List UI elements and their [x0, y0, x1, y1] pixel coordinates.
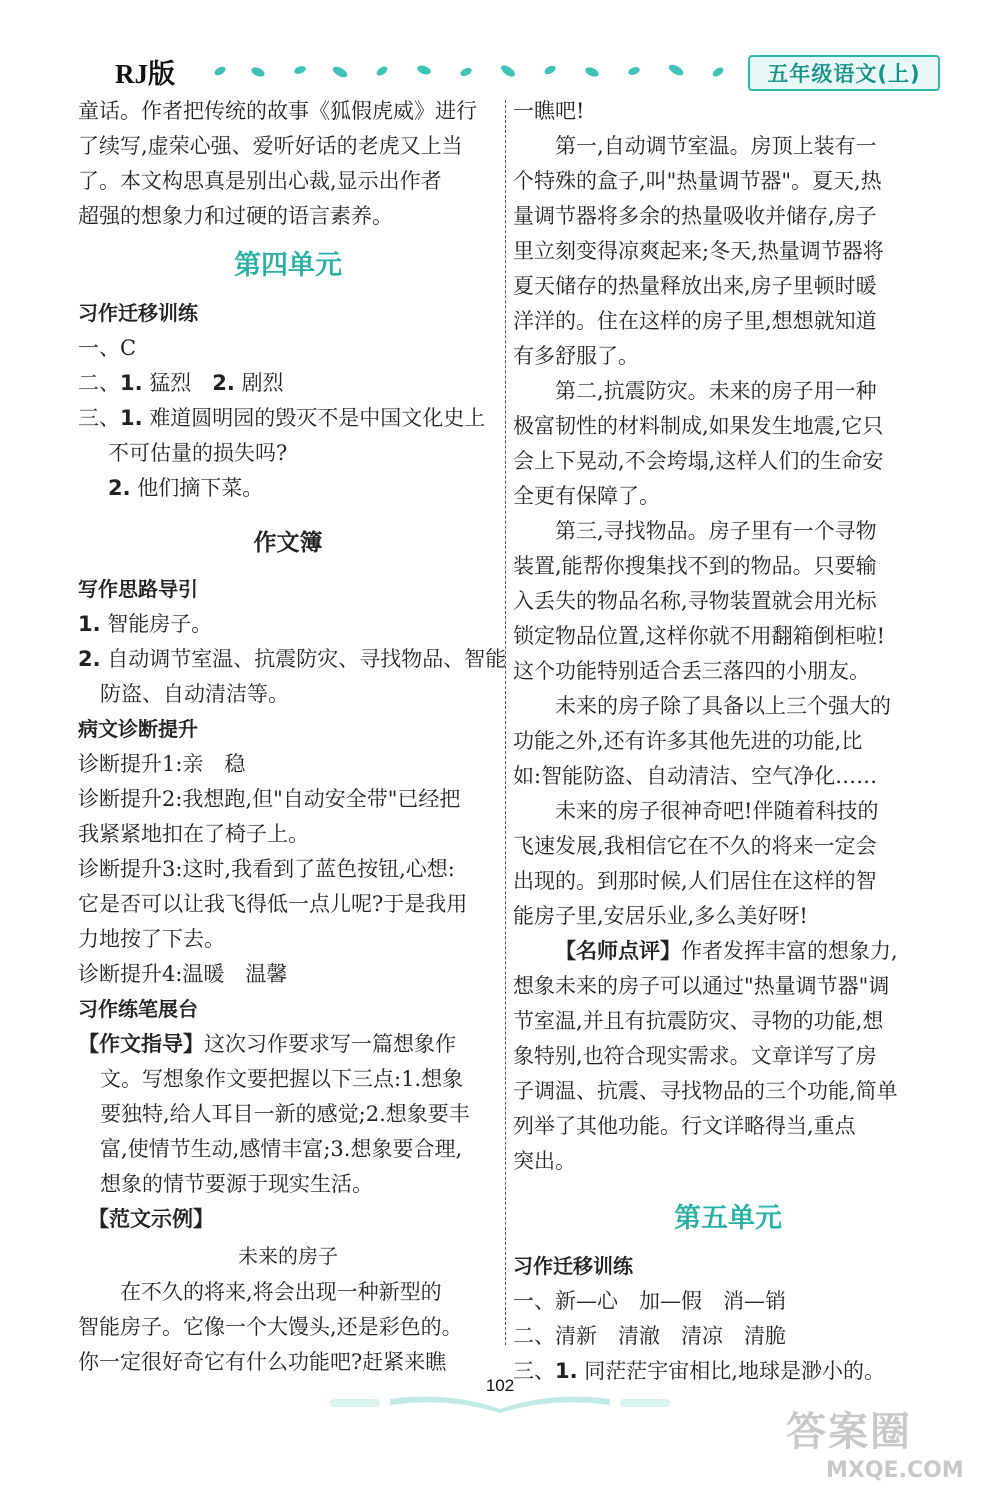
item-number: 2. — [78, 647, 101, 671]
essay-line: 飞速发展,我相信它在不久的将来一定会 — [513, 834, 877, 858]
essay-line: 量调节器将多余的热量吸收并储存,房子 — [513, 204, 877, 228]
diagnosis-line: 诊断提升4:温暖 温馨 — [78, 962, 288, 986]
essay-line: 全更有保障了。 — [513, 484, 660, 508]
guide-line: 想象的情节要源于现实生活。 — [100, 1172, 373, 1196]
essay-line: 夏天储存的热量释放出来,房子里顿时暖 — [513, 274, 877, 298]
essay-line: 个特殊的盒子,叫"热量调节器"。夏天,热 — [513, 169, 882, 193]
comment-line: 列举了其他功能。行文详略得当,重点 — [513, 1114, 856, 1138]
essay-line: 在不久的将来,将会出现一种新型的 — [120, 1280, 442, 1304]
item-number: 2. — [108, 476, 131, 500]
essay-line: 有多舒服了。 — [513, 344, 639, 368]
essay-line: 锁定物品位置,这样你就不用翻箱倒柜啦! — [513, 624, 886, 648]
essay-line: 一瞧吧! — [513, 99, 585, 123]
essay-line: 出现的。到那时候,人们居住在这样的智 — [513, 869, 877, 893]
edition-label: RJ版 — [115, 59, 175, 89]
diagnosis-line: 诊断提升3:这时,我看到了蓝色按钮,心想: — [78, 857, 455, 881]
composition-title: 作文簿 — [253, 530, 323, 556]
example-tag: 【范文示例】 — [88, 1207, 214, 1231]
watermark-brand: 答案圈 — [786, 1409, 912, 1455]
answer-text: 难道圆明园的毁灭不是中国文化史上 — [149, 406, 486, 430]
essay-line: 入丢失的物品名称,寻物装置就会用光标 — [513, 589, 877, 613]
answer-2 — [78, 366, 498, 401]
watermark-url: MXQE.COM — [826, 1458, 964, 1483]
essay-line: 会上下晃动,不会垮塌,这样人们的生命安 — [513, 449, 884, 473]
diagnosis-line: 它是否可以让我飞得低一点儿呢?于是我用 — [78, 892, 468, 916]
guide-line: 要独特,给人耳目一新的感觉;2.想象要丰 — [100, 1102, 470, 1126]
practice-heading: 习作迁移训练 — [513, 1254, 633, 1278]
diagnosis-line: 诊断提升2:我想跑,但"自动安全带"已经把 — [78, 787, 461, 811]
answer-3-2 — [78, 471, 498, 506]
idea-2-cont: 防盗、自动清洁等。 — [100, 682, 289, 706]
comment-line: 想象未来的房子可以通过"热量调节器"调 — [513, 974, 890, 998]
answer-3-cont: 不可估量的损失吗? — [108, 441, 288, 465]
comment-text: 作者发挥丰富的想象力, — [681, 939, 898, 963]
answer-3 — [78, 401, 498, 436]
answer-text: 同茫茫宇宙相比,地球是渺小的。 — [584, 1359, 885, 1383]
answer-1: 一、新—心 加—假 消—销 — [513, 1289, 786, 1313]
left-column — [78, 94, 507, 1380]
essay-line: 功能之外,还有许多其他先进的功能,比 — [513, 729, 863, 753]
comment-tag: 【名师点评】 — [555, 939, 681, 963]
essay-line: 你一定很好奇它有什么功能吧?赶紧来瞧 — [78, 1350, 447, 1374]
diagnosis-heading: 病文诊断提升 — [78, 717, 198, 741]
essay-line: 第二,抗震防灾。未来的房子用一种 — [555, 379, 877, 403]
comment-line: 子调温、抗震、寻找物品的三个功能,简单 — [513, 1079, 898, 1103]
essay-line: 未来的房子很神奇吧!伴随着科技的 — [555, 799, 879, 823]
answer-text: 猛烈 — [149, 371, 192, 395]
watermark — [786, 1400, 998, 1490]
answer-1: 一、C — [78, 336, 137, 360]
guide-line: 文。写想象作文要把握以下三点:1.想象 — [100, 1067, 464, 1091]
column-divider — [505, 100, 506, 1345]
item-number: 1. — [78, 612, 101, 636]
idea-1 — [78, 607, 498, 642]
practice-heading: 习作迁移训练 — [78, 301, 198, 325]
essay-title: 未来的房子 — [238, 1244, 338, 1268]
essay-line: 里立刻变得凉爽起来;冬天,热量调节器将 — [513, 239, 884, 263]
answer-2: 二、清新 清澈 清凉 清脆 — [513, 1324, 786, 1348]
comment-line: 突出。 — [513, 1149, 576, 1173]
item-number: 1. — [555, 1359, 578, 1383]
page-number: 102 — [485, 1376, 515, 1395]
answer-text: 他们摘下菜。 — [137, 476, 264, 500]
essay-line: 智能房子。它像一个大馒头,还是彩色的。 — [78, 1315, 463, 1339]
idea-heading: 写作思路导引 — [78, 577, 198, 601]
answer-text: 剧烈 — [241, 371, 284, 395]
guide-line: 富,使情节生动,感情丰富;3.想象要合理, — [100, 1137, 463, 1161]
idea-2 — [78, 642, 507, 677]
unit5-title: 第五单元 — [674, 1203, 782, 1234]
diagnosis-line: 我紧紧地扣在了椅子上。 — [78, 822, 309, 846]
unit4-title: 第四单元 — [234, 250, 342, 281]
essay-line: 第一,自动调节室温。房顶上装有一 — [555, 134, 877, 158]
essay-line: 这个功能特别适合丢三落四的小朋友。 — [513, 659, 870, 683]
idea-text: 自动调节室温、抗震防灾、寻找物品、智能 — [107, 647, 507, 671]
item-number: 1. — [120, 371, 143, 395]
showcase-heading: 习作练笔展台 — [78, 997, 198, 1021]
diagnosis-line: 诊断提升1:亲 稳 — [78, 752, 246, 776]
essay-line: 极富韧性的材料制成,如果发生地震,它只 — [513, 414, 884, 438]
essay-line: 能房子里,安居乐业,多么美好呀! — [513, 904, 808, 928]
answer-prefix: 三、 — [78, 406, 120, 430]
comment-line — [513, 934, 943, 969]
item-number: 2. — [212, 371, 235, 395]
answer-prefix: 三、 — [513, 1359, 555, 1383]
essay-line: 如:智能防盗、自动清洁、空气净化…… — [513, 764, 878, 788]
essay-line: 装置,能帮你搜集找不到的物品。只要输 — [513, 554, 877, 578]
diagnosis-line: 力地按了下去。 — [78, 927, 225, 951]
grade-badge: 五年级语文(上) — [748, 55, 940, 91]
leaf-decoration-icon — [210, 60, 745, 82]
essay-line: 未来的房子除了具备以上三个强大的 — [555, 694, 891, 718]
answer-prefix: 二、 — [78, 371, 120, 395]
item-number: 1. — [120, 406, 143, 430]
essay-line: 洋洋的。住在这样的房子里,想想就知道 — [513, 309, 877, 333]
page-header — [0, 0, 1000, 100]
guide-tag: 【作文指导】 — [78, 1032, 204, 1056]
comment-line: 象特别,也符合现实需求。文章详写了房 — [513, 1044, 877, 1068]
right-column — [513, 94, 943, 1389]
intro-line: 了续写,虚荣心强、爱听好话的老虎又上当 — [78, 134, 463, 158]
guide-line — [78, 1027, 498, 1062]
guide-text: 这次习作要求写一篇想象作 — [204, 1032, 456, 1056]
comment-line: 节室温,并且有抗震防灾、寻物的功能,想 — [513, 1009, 884, 1033]
idea-text: 智能房子。 — [107, 612, 213, 636]
book-ornament-icon — [330, 1385, 670, 1415]
essay-line: 第三,寻找物品。房子里有一个寻物 — [555, 519, 877, 543]
intro-line: 童话。作者把传统的故事《狐假虎威》进行 — [78, 99, 477, 123]
intro-line: 了。本文构思真是别出心裁,显示出作者 — [78, 169, 442, 193]
intro-line: 超强的想象力和过硬的语言素养。 — [78, 204, 393, 228]
